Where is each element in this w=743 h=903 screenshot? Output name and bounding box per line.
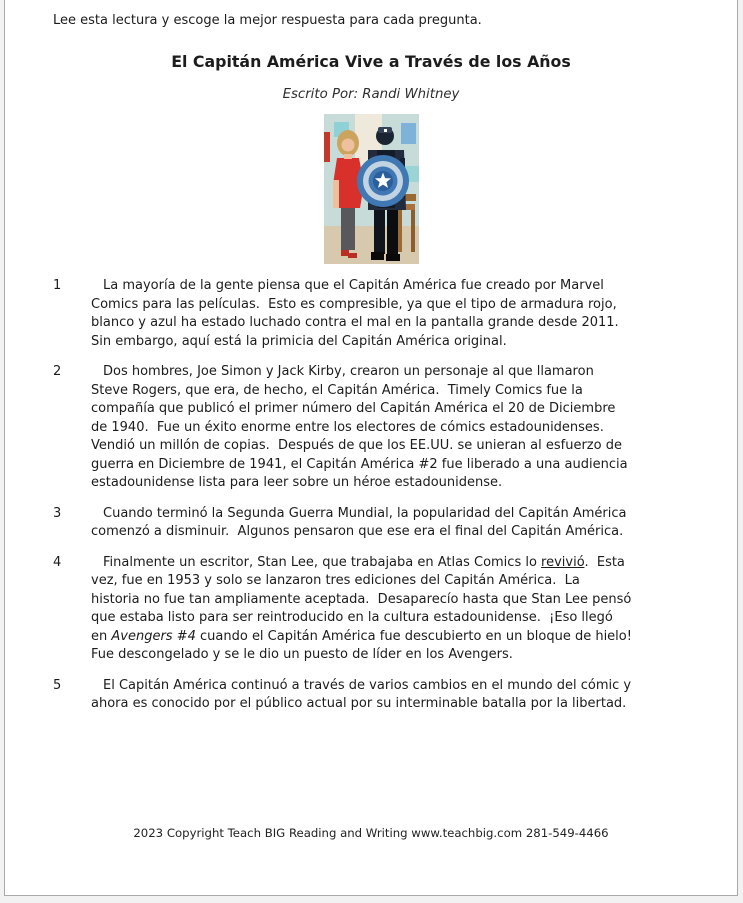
paragraph-body (91, 677, 697, 714)
paragraph-line (91, 419, 697, 438)
paragraph-line (91, 646, 697, 665)
captain-america-photo (324, 114, 419, 264)
paragraph-line (91, 554, 697, 573)
photo-shield (357, 155, 409, 207)
paragraph-body (91, 554, 697, 665)
paragraph (53, 677, 697, 714)
text-segment: compañía que publicó el primer número del Capitán América el 20 de Diciembre (91, 401, 616, 416)
text-segment: El Capitán América continuó a través de varios cambios en el mundo del cómic y (103, 677, 632, 693)
text-segment: historia no fue tan ampliamente aceptada. Desaparecío hasta que Stan Lee pensó (91, 591, 632, 607)
paragraph-line (91, 400, 697, 419)
paragraph-number: 5 (53, 677, 62, 693)
text-segment: Cuando terminó la Segunda Guerra Mundial, la popularidad del Capitán América (103, 505, 627, 521)
paragraph-line (91, 628, 697, 647)
paragraph (53, 554, 697, 665)
paragraph-number: 3 (53, 505, 62, 521)
paragraph-line (91, 505, 697, 524)
paragraph-line (91, 437, 697, 456)
paragraph-line (91, 363, 697, 382)
text-segment: Steve Rogers, que era, de hecho, el Capitán América. Timely Comics fue la (91, 382, 583, 398)
text-segment: blanco y azul ha estado luchado contra el mal en la pantalla grande desde 2011. (91, 315, 619, 330)
text-segment: . Esta (584, 554, 625, 570)
paragraph-line (91, 523, 697, 542)
text-segment: Fue descongelado y se le dio un puesto de líder en los Avengers. (91, 647, 513, 662)
text-segment: de 1940. Fue un éxito enorme entre los electores de cómics estadounidenses. (91, 419, 604, 435)
text-segment: La mayoría de la gente piensa que el Capitán América fue creado por Marvel (103, 278, 604, 293)
paragraph-line (91, 333, 697, 352)
page-title: El Capitán América Vive a Través de los Años (171, 52, 571, 71)
author-byline: Escrito Por: Randi Whitney (282, 87, 460, 102)
paragraph-line (91, 572, 697, 591)
paragraph-number: 1 (53, 278, 62, 293)
text-segment: guerra en Diciembre de 1941, el Capitán América #2 fue liberado a una audiencia (91, 456, 628, 472)
paragraph (53, 505, 697, 542)
paragraph-line (91, 591, 697, 610)
text-segment: Sin embargo, aquí está la primicia del Capitán América original. (91, 333, 507, 349)
paragraph-line (91, 314, 697, 333)
document-page (4, 0, 738, 896)
paragraph-body (91, 505, 697, 542)
paragraph-line (91, 609, 697, 628)
text-segment: estadounidense lista para leer sobre un héroe estadounidense. (91, 475, 503, 490)
copyright-footer: 2023 Copyright Teach BIG Reading and Writing www.teachbig.com 281-549-4466 (133, 826, 609, 840)
paragraph-body (91, 363, 697, 493)
text-segment: Finalmente un escritor, Stan Lee, que trabajaba en Atlas Comics lo (103, 554, 542, 570)
text-segment: Dos hombres, Joe Simon y Jack Kirby, crearon un personaje al que llamaron (103, 364, 594, 379)
text-segment: cuando el Capitán América fue descubierto en un bloque de hielo! (195, 628, 632, 644)
photo-red-blur (324, 132, 330, 162)
text-segment: en (91, 628, 112, 644)
paragraph-number: 2 (53, 364, 62, 379)
text-segment: Vendió un millón de copias. Después de que los EE.UU. se unieran al esfuerzo de (91, 438, 622, 453)
paragraph (53, 363, 697, 493)
paragraph-line (91, 695, 697, 714)
paragraph-body (91, 277, 697, 351)
text-segment: Comics para las películas. Esto es compresible, ya que el tipo de armadura rojo, (91, 296, 617, 312)
paragraph-line (91, 677, 697, 696)
paragraph-line (91, 456, 697, 475)
text-segment: Avengers #4 (111, 628, 196, 644)
paragraph-number: 4 (53, 554, 62, 570)
paragraph-line (91, 277, 697, 296)
text-segment: vez, fue en 1953 y solo se lanzaron tres ediciones del Capitán América. La (91, 573, 580, 588)
photo-poster-right (401, 123, 416, 144)
text-segment: revivió (541, 554, 585, 570)
paragraph-list (5, 277, 737, 714)
instruction-text: Lee esta lectura y escoge la mejor respuesta para cada pregunta. (53, 13, 482, 28)
paragraph-line (91, 474, 697, 493)
paragraph-line (91, 382, 697, 401)
text-segment: comenzó a disminuir. Algunos pensaron que ese era el final del Capitán América. (91, 524, 624, 539)
text-segment: ahora es conocido por el público actual por su interminable batalla por la libertad. (91, 696, 627, 711)
text-segment: que estaba listo para ser reintroducido en la cultura estadounidense. ¡Eso llegó (91, 610, 613, 625)
paragraph (53, 277, 697, 351)
paragraph-line (91, 296, 697, 315)
